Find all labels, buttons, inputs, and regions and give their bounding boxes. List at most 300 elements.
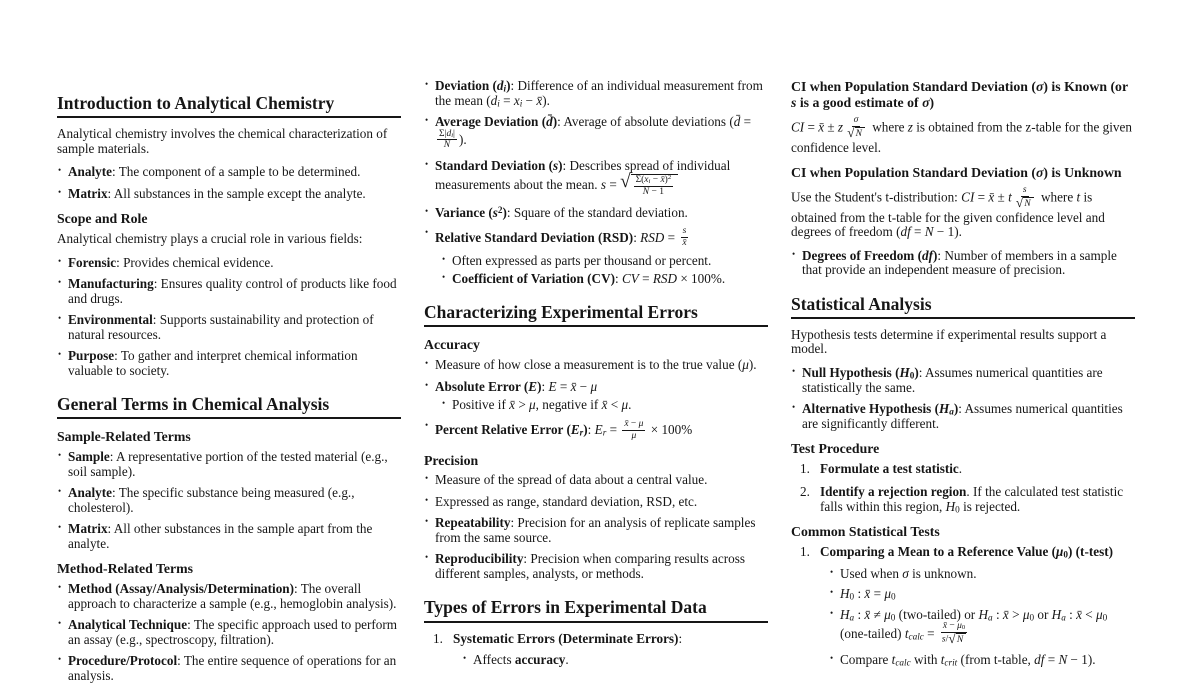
list-item-text: Degrees of Freedom (df): Number of members in a sample that provide an independent measure of precision. [802,247,1117,278]
list-item-text [820,544,1113,559]
list-item-text: Absolute Error (E): E = x̄ − μ [435,378,598,394]
text-run: x̄ [1002,606,1009,622]
text-run: x̄ [509,397,516,413]
text-run: d̄ [546,114,553,130]
bullet-icon: • [425,419,429,430]
text-run: N [1058,652,1068,668]
bullet-icon: • [58,313,62,324]
list-item-text: Forensic: Provides chemical evidence. [68,254,274,270]
list-item-text: Sample: A representative portion of the tested material (e.g., soil sample). [68,449,388,479]
subsection-heading: Common Statistical Tests [791,524,940,540]
text-run: a [949,406,954,417]
text-run: x̄ [536,92,543,108]
bullet-icon: • [425,473,429,484]
text-run: Relative Standard Deviation (RSD) [435,229,634,245]
text-run: df [1034,652,1045,668]
text-run: crit [944,657,958,668]
list-item-text: Null Hypothesis $(H_0)$: Assumes numerical quantities are statistically the same. [802,365,1103,395]
bullet-list [424,79,768,286]
fraction-numerator: $\Sigma|d_i|$ [439,128,455,139]
text-run: μ [742,357,749,373]
bullet-list [462,653,768,668]
column-1 [57,79,401,690]
text-run: x̄ [660,174,665,185]
text-run: x̄ [601,397,608,413]
square-root [948,633,966,646]
bullet-icon: • [425,494,429,505]
text-run: x̄ [864,606,871,622]
subsection-heading: Test Procedure [791,441,880,457]
text-run: Reproducibility [435,551,524,567]
text-run: H [945,498,956,514]
text-run: s [1022,184,1027,195]
list-item-text: Formulate a test statistic. [820,460,963,476]
list-item [441,272,768,287]
section-heading: Types of Errors in Experimental Data [424,597,768,622]
bullet-list [829,567,1135,668]
bullet-icon: • [425,516,429,527]
numbered-list [791,545,1135,667]
fraction [634,175,674,198]
paragraph: Analytical chemistry plays a crucial role in various fields: [57,231,363,247]
list-item-text: Environmental: Supports sustainability and protection of natural resources. [68,312,374,342]
subsection-heading: Precision [424,452,479,468]
column-3 [791,79,1135,690]
bullet-list [791,249,1135,278]
text-run: a [988,612,993,623]
text-run: H [840,586,850,602]
square-root [1015,194,1034,210]
bullet-icon: • [792,248,796,259]
list-item-text: Deviation $(d_i)$: Difference of an individual measurement from the mean ($d_i = x_i$ − x̄). [435,78,763,109]
fraction-denominator: N − 1 [642,186,664,197]
radical-icon: √ [620,170,631,192]
text-run: Forensic [68,254,117,270]
fraction-numerator [681,226,689,238]
bullet-list [57,165,401,201]
text-run: Analyte [68,485,112,501]
bullet-icon: • [58,582,62,593]
text-run: t [1008,189,1012,205]
list-item-text: Average Deviation (d̄): Average of absolute deviations (d̄ = $\frac{\Sigma|d_i|}{N}$ ). [435,114,752,151]
text-run: 0 [1063,549,1068,560]
text-run: RSD [640,229,665,245]
bullet-icon: • [830,653,834,664]
list-item-text: Standard Deviation (s): Describes spread of individual measurements about the mean. s = √ $\frac{\Sigma(x_i - x̄)^2}{N - 1}$ [435,158,731,197]
list-item-text: Systematic Errors (Determinate Errors): [453,630,683,646]
list-item-text: Variance $(s^2)$: Square of the standard deviation. [435,204,688,220]
text-run: 0 [1029,612,1035,623]
text-run: t [891,652,896,668]
section-heading: Statistical Analysis [791,294,1135,319]
text-run: σ [922,94,930,110]
bullet-icon: • [58,186,62,197]
text-run: a [1061,612,1066,623]
list-item [462,653,768,668]
text-run: μ [884,606,891,622]
text-run: i [519,98,523,109]
bullet-icon: • [425,115,429,126]
text-run: H [1051,606,1062,622]
column-2 [424,79,768,690]
text-run: x̄ [570,378,577,394]
text-run: x̄ [864,586,871,602]
list-item [829,567,1135,582]
text-run: μ [621,397,629,413]
list-item-text: Analyte: The component of a sample to be determined. [68,164,361,180]
fraction-denominator: s/ √ N [940,633,968,646]
list-item-text: Procedure/Protocol: The entire sequence of operations for an analysis. [68,653,397,683]
list-item [441,254,768,269]
bullet-icon: • [58,450,62,461]
bullet-icon: • [58,165,62,176]
text-run: 0 [890,612,896,623]
text-run: H [840,606,850,622]
fraction [845,115,867,140]
text-run: 0 [1102,612,1108,623]
text-run: x̄ [942,621,948,632]
text-run: μ [884,586,891,602]
text-run: CI [791,119,805,135]
text-run: RSD [652,270,678,286]
item-number: 2. [800,484,810,500]
text-run: Analytical Technique [68,617,188,633]
radicand [631,174,679,199]
list-item [829,653,1135,668]
list-item [57,165,401,180]
list-item [791,402,1135,431]
list-item-text: Used when σ is unknown. [840,565,977,581]
list-item [424,380,768,413]
subsection-heading: Scope and Role [57,211,148,227]
text-run: H [899,365,910,380]
bullet-list [791,366,1135,431]
text-run: 0 [909,370,915,381]
section-heading: Characterizing Experimental Errors [424,302,768,327]
text-run: μ [529,397,536,413]
bullet-icon: • [442,271,446,282]
text-run: df [900,224,911,240]
text-run: H [978,606,989,622]
bullet-list [57,582,401,683]
text-run: Variance $(s^2)$ [435,204,507,220]
text-run: Percent Relative Error $(E_r)$ [435,422,588,438]
text-run: Sample [68,449,110,465]
list-item [829,587,1135,602]
text-run: μ [957,621,962,632]
text-run: a [849,612,855,623]
list-item-text: Matrix: All other substances in the sample apart from the analyte. [68,521,373,551]
paragraph: Use the Student's t-distribution: CI = x̄ ± t s √ N where t is obtained from the t-table for the given confidence level and degrees of freedom (df = N − 1). [791,184,1105,240]
numbered-list-item [791,485,1135,514]
text-run: d [496,78,504,93]
section-heading: General Terms in Chemical Analysis [57,394,401,419]
text-run: Alternative Hypothesis $(H_a)$ [802,401,959,417]
square-root [847,124,865,140]
list-item [791,366,1135,395]
text-run: E [548,378,557,394]
text-run: H [939,401,950,417]
text-run: CV [621,270,639,286]
list-item-text: Method (Assay/Analysis/Determination): The overall approach to characterize a sample (e.g., hemoglobin analysis). [68,581,397,611]
list-item [424,227,768,286]
text-run: N [855,128,862,139]
bullet-icon: • [58,486,62,497]
subsection-heading: CI when Population Standard Deviation (σ) is Known (or s is a good estimate of σ) [791,79,1128,110]
text-run: d̄ [733,114,741,130]
text-run: z [837,119,844,135]
bullet-icon: • [425,79,429,89]
bullet-icon: • [425,358,429,369]
list-item [57,486,401,515]
numbered-list-item [791,545,1135,667]
fraction [1014,185,1036,210]
bullet-icon: • [442,254,446,265]
numbered-list-item [791,462,1135,477]
text-run: Standard Deviation (s) [435,158,563,174]
text-run: N [956,635,964,646]
text-run: 0 [955,504,960,515]
text-run: i [648,178,651,186]
bullet-icon: • [425,227,429,238]
text-run: CI [961,189,975,205]
text-run: i [451,131,454,139]
list-item-text: Relative Standard Deviation (RSD): RSD = $\frac{s}{x̄}$ [435,226,687,249]
list-item-text: $H_a$ : x̄ ≠ $\mu_0$ (two-tailed) or $H_a$ : x̄ > $\mu_0$ or $H_a$ : x̄ < $\mu_0$ (one-tailed) $t_{calc}$ = x̄ − $\mu_0$ s/ √ N [840,606,1108,647]
list-item [57,450,401,479]
bullet-list [57,256,401,379]
text-run: s [941,634,946,645]
list-item [57,654,401,683]
text-run: Degrees of Freedom (df) [802,247,938,263]
text-run: x [513,92,520,108]
text-run: t [1076,189,1081,205]
list-item [424,206,768,221]
text-run: s [682,226,687,237]
text-run: x̄ [682,238,687,249]
text-run: s [600,177,607,193]
text-run: Systematic Errors (Determinate Errors) [453,630,679,646]
bullet-list [441,254,768,286]
text-run: σ [1035,165,1044,181]
bullet-icon: • [830,607,834,618]
list-item [791,249,1135,278]
bullet-icon: • [425,379,429,390]
text-run: Comparing a Mean to a Reference Value $(\mu_0)$ (t-test) [820,544,1113,560]
list-item-text: Alternative Hypothesis $(H_a)$: Assumes numerical quantities are significantly different. [802,401,1123,431]
fraction-numerator: x̄ − $\mu_0$ [942,621,966,632]
fraction-denominator [629,431,638,442]
numbered-list [791,462,1135,515]
text-run: Matrix [68,185,108,201]
text-run: Absolute Error (E) [435,378,542,394]
list-item-text: Analytical Technique: The specific approach used to perform an assay (e.g., spectroscopy, filtration). [68,617,398,647]
list-item-text: Positive if x̄ > μ, negative if x̄ < μ. [452,397,632,413]
text-run: Method (Assay/Analysis/Determination) [68,581,295,597]
bullet-icon: • [58,522,62,533]
text-run: Null Hypothesis $(H_0)$ [802,365,919,381]
text-run: s [791,94,797,110]
text-run: z [907,119,913,135]
text-run: N [642,186,650,197]
radicand [1023,197,1033,210]
list-item [57,256,401,271]
list-item [57,313,401,342]
bullet-icon: • [58,277,62,288]
fraction [437,129,457,152]
fraction-numerator: x̄ − μ [624,418,644,429]
list-item [57,618,401,647]
list-item-text: Reproducibility: Precision when comparing results across different samples, analysts, or methods. [435,551,745,581]
text-run: calc [908,631,924,642]
list-item [441,398,768,413]
text-run: 0 [890,592,896,603]
list-item [424,79,768,108]
subsection-heading: Accuracy [424,337,480,353]
list-item [424,159,768,198]
list-item-text: Analyte: The specific substance being measured (e.g., cholesterol). [68,485,355,515]
list-item [424,473,768,488]
text-run: N [924,224,934,240]
text-run: N [443,140,451,151]
list-item [424,115,768,152]
text-run: s [492,204,498,220]
list-item-text: Percent Relative Error $(E_r)$: $E_r$ = $\frac{x̄ - \mu}{\mu}$ × 100% [435,418,693,441]
bullet-icon: • [58,349,62,360]
fraction [622,419,645,442]
list-item [57,522,401,551]
paragraph: Analytical chemistry involves the chemical characterization of sample materials. [57,126,388,156]
text-run: 2 [667,173,672,181]
bullet-icon: • [830,566,834,577]
text-run: N [1024,198,1031,209]
numbered-list [424,632,768,668]
radicand [956,633,966,646]
text-run: accuracy [514,652,566,668]
list-item [829,608,1135,647]
list-item-text: Measure of the spread of data about a central value. [435,472,708,488]
bullet-icon: • [425,159,429,170]
list-item-text: Measure of how close a measurement is to the true value (μ). [435,357,757,373]
text-run: t [940,652,945,668]
text-run: μ [1022,606,1030,622]
list-item [424,552,768,581]
text-run: E [570,422,580,438]
list-item-text: Coefficient of Variation (CV): CV = RSD × 100%. [452,270,726,286]
text-run: x̄ [1076,606,1082,622]
list-item [424,495,768,510]
list-item [424,358,768,373]
list-item-text: $H_0$ : x̄ = $\mu_0$ [840,586,896,603]
text-run: E [528,378,538,394]
subsection-heading: Sample-Related Terms [57,429,191,445]
radical-icon: √ [948,631,956,647]
list-item-text: Expressed as range, standard deviation, RSD, etc. [435,493,698,509]
item-number: 1. [800,544,810,560]
text-run: 2 [497,204,503,215]
text-run: σ [853,114,859,125]
list-item-text: Affects accuracy. [473,652,569,668]
text-run: x̄ [818,119,825,135]
bullet-icon: • [830,587,834,598]
text-run: x̄ [624,418,629,429]
text-run: t [904,625,909,641]
text-run: i [497,98,500,109]
text-run: μ [1095,606,1103,622]
radicand [855,127,865,140]
text-run: calc [895,657,911,668]
bullet-icon: • [58,654,62,665]
fraction [940,621,968,646]
text-run: Deviation $(d_i)$ [435,78,511,94]
text-run: x̄ [988,189,995,205]
list-item-text: Purpose: To gather and interpret chemical information valuable to society. [68,348,358,378]
bullet-icon: • [425,552,429,563]
list-item [424,420,768,443]
text-run: Coefficient of Variation (CV) [452,270,615,286]
list-item [57,187,401,202]
text-run: μ [638,418,644,429]
bullet-icon: • [463,653,467,664]
item-number: 1. [433,630,443,646]
item-number: 1. [800,460,810,476]
list-item-text: Compare $t_{calc}$ with $t_{crit}$ (from t-table, df = N − 1). [840,652,1096,668]
text-run: df [921,247,933,263]
text-run: r [602,427,607,438]
list-item [57,582,401,611]
text-run: σ [1035,79,1044,94]
section-heading: Introduction to Analytical Chemistry [57,93,401,118]
bullet-icon: • [58,255,62,266]
text-run: Procedure/Protocol [68,653,178,669]
bullet-icon: • [442,398,446,409]
text-run: Analyte [68,164,112,180]
bullet-list [424,473,768,581]
paragraph: Hypothesis tests determine if experimental results support a model. [791,326,1107,357]
text-run: d [446,128,452,139]
text-run: Manufacturing [68,276,154,292]
text-run: μ [1056,544,1064,560]
bullet-icon: • [792,366,796,376]
radical-icon: √ [1015,194,1024,210]
list-item [57,349,401,378]
bullet-list [424,358,768,442]
bullet-list [441,398,768,413]
subsection-heading: Method-Related Terms [57,561,194,577]
numbered-list-item [424,632,768,668]
text-run: μ [631,430,637,441]
radical-icon: √ [847,124,855,140]
fraction-denominator [442,140,452,151]
text-run: d [490,92,498,108]
list-item-text: Often expressed as parts per thousand or percent. [452,253,712,269]
text-run: Average Deviation (d̄) [435,114,558,130]
fraction [680,226,688,249]
bullet-icon: • [792,402,796,413]
square-root [620,170,678,199]
text-run: x [644,174,649,185]
text-run: Identify a rejection region [820,484,967,500]
text-run: 0 [961,624,966,632]
list-item-text: Repeatability: Precision for an analysis of replicate samples from the same source. [435,515,756,545]
text-run: 0 [849,592,855,603]
list-item [424,516,768,545]
text-run: i [503,83,507,94]
fraction-numerator: $\Sigma(x_i$ − x̄)$^2$ [635,173,672,186]
text-run: μ [590,378,598,394]
text-run: E [594,422,603,438]
text-run: Matrix [68,521,108,537]
